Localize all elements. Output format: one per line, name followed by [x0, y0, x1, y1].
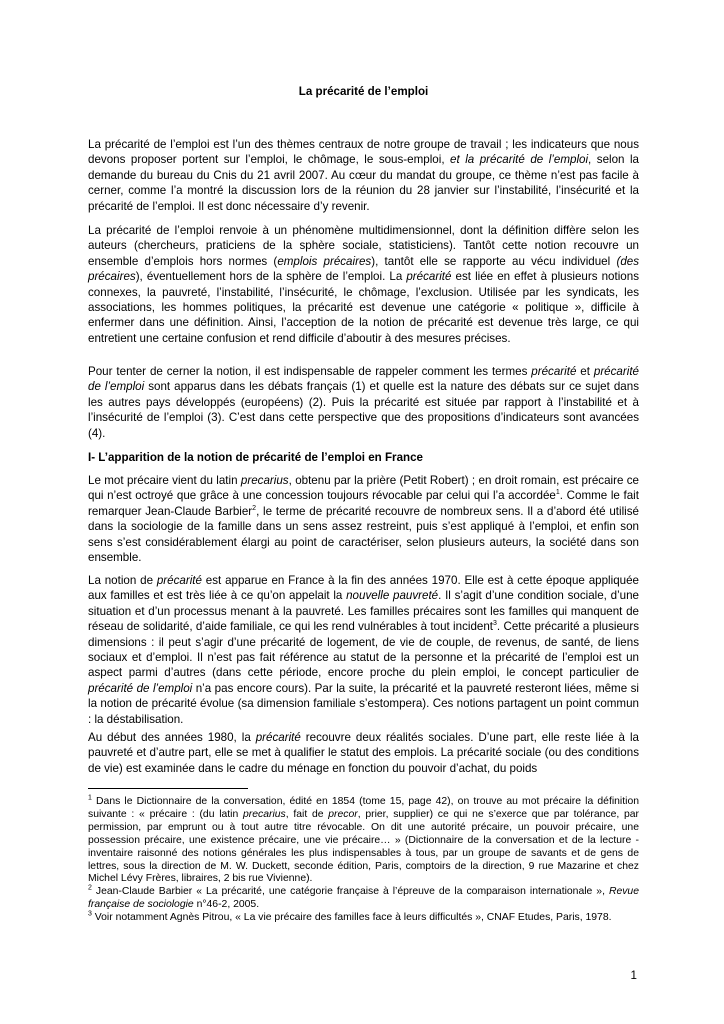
text-run: Voir notamment Agnès Pitrou, « La vie précaire des familles face à leurs difficultés », CNAF Etudes, Paris, 1978.: [91, 912, 612, 924]
footnote-ref: 3: [88, 910, 92, 918]
italic-run: precor: [328, 808, 358, 820]
text-run: Jean-Claude Barbier « La précarité, une catégorie française à l’épreuve de la comparaison internationale »,: [91, 886, 609, 898]
footnote-ref: 1: [555, 489, 560, 497]
text-run: La notion de: [88, 574, 157, 587]
text-run: La précarité de l’emploi renvoie à un phénomène multidimensionnel, dont la définition diffère selon les auteurs (chercheurs, praticiens de la sphère sociale, statisticiens). Tantôt cette notion recouvre un ensemble d’emplois hors normes (: [88, 224, 639, 268]
text-run: , fait de: [285, 808, 329, 820]
italic-run: précarité: [531, 365, 577, 378]
text-run: n°46-2, 2005.: [193, 899, 260, 911]
text-run: . Il s’agit d’une condition sociale, d’une situation et d’un processus menant à la pauvreté. Les familles précaires sont les familles qui manquent de réseau de solidarité, d’aide familiale, ce qui les rend vulnérables à tout incident: [88, 589, 639, 634]
text-run: , selon la demande du bureau du Cnis du 21 avril 2007. Au cœur du mandat du groupe, ce thème n’est pas facile à cerner, comme l’a montré la discussion lors de la réunion du 28 janvier sur l’instabilité, l’insécurité et la précarité de l’emploi. Il est donc nécessaire d’y revenir.: [88, 153, 640, 213]
text-run: , obtenu par la prière (Petit Robert) ; en droit romain, est précaire ce qui n’est octroyé que grâce à une concession toujours révocable par celui qui l’a accordée: [88, 474, 640, 503]
section-heading: I- L’apparition de la notion de précarité de l’emploi en France: [88, 451, 423, 464]
text-run: ), tantôt elle se rapporte au vécu individuel: [371, 254, 617, 268]
text-run: est apparue en France à la fin des années 1970. Elle est à cette époque appliquée aux familles et est très liée à ce qu’on appelait la: [88, 574, 639, 603]
italic-run: précarité de l’emploi: [88, 365, 639, 394]
footnote-ref: 2: [252, 504, 257, 512]
text-run: , prier, supplier) ce qui ne s’exerce que par tolérance, par permission, par emprunt ou à tout autre titre révocable. On dit une autorité précaire, un pouvoir précaire, une possession précaire, une existence précaire, une vie précaire… » (Dictionnaire de la conversation et de la lecture - inventaire raisonné des notions générales les plus indispensables à tous, par un groupe de savants et de gens de lettres, sous la direction de M. W. Duckett, seconde édition, Paris, comptoirs de la direction, 9 rue Mazarine et chez Michel Lévy Frères, libraires, 2 bis rue Vivienne).: [88, 808, 639, 885]
italic-run: (des précaires: [88, 254, 640, 284]
text-run: , le terme de précarité recouvre de nombreux sens. Il a d’abord été utilisé dans la sociologie de la famille dans un sens assez restreint, puis s’est appliqué à l’emploi, et enfin son sens s’est considérablement élargi au point de caractériser, selon plusieurs auteurs, la société dans son ensemble.: [88, 504, 639, 565]
italic-run: Revue française de sociologie: [88, 886, 639, 911]
text-run: Au début des années 1980, la: [88, 731, 256, 744]
text-run: et: [576, 365, 594, 378]
paragraph-1: [88, 137, 639, 214]
text-run: Le mot précaire vient du latin: [88, 474, 241, 487]
italic-run: nouvelle pauvreté: [346, 589, 439, 603]
text-run: sont apparus dans les débats français (1) et quelle est la nature des débats sur ce sujet dans les autres pays développés (européens) (2). Puis la précarité est située par rapport à l’instabilité et à l’insécurité de l’emploi (3). C’est dans cette perspective que des propositions d’indicateurs sont avancées (4).: [88, 380, 639, 440]
footnote-ref: 3: [493, 620, 497, 628]
paragraph-4: [88, 473, 639, 565]
text-run: La précarité de l’emploi est l’un des thèmes centraux de notre groupe de travail ; les indicateurs que nous devons proposer portent sur l’emploi, le chômage, le sous-emploi,: [88, 138, 639, 167]
italic-run: précarité: [156, 574, 202, 587]
text-run: recouvre deux réalités sociales. D’une part, elle reste liée à la pauvreté et d’autre part, elle se met à qualifier le statut des emplois. La précarité sociale (ou des conditions de vie) est examinée dans le cadre du ménage en fonction du pouvoir d’achat, du poids: [88, 731, 639, 775]
footnote-2: [88, 886, 639, 912]
page-number: 1: [630, 969, 637, 982]
paragraph-2: [88, 223, 639, 346]
italic-run: précarité: [255, 731, 301, 744]
footnote-ref: 1: [88, 794, 92, 802]
text-run: . Cette précarité a plusieurs dimensions : il peut s’agir d’une précarité de logement, de vie de couple, de revenus, de santé, de liens sociaux et d’emploi. Il n’est pas fait référence au statut de la personne et la précarité de l’emploi est un aspect parmi d’autres (dans cette période, encore proche du plein emploi, le concept particulier de: [88, 620, 639, 680]
footnote-separator: [88, 788, 248, 789]
footnotes: [88, 796, 639, 925]
text-run: ), éventuellement hors de la sphère de l’emploi. La: [135, 270, 407, 284]
text-run: n’a pas encore cours). Par la suite, la précarité et la pauvreté resteront liées, même si la notion de précarité évolue (sa dimension familiale s’estompera). Ces notions partagent un point commun : la déstabilisation.: [88, 681, 640, 726]
paragraph-3: [88, 364, 639, 441]
text-run: est liée en effet à plusieurs notions connexes, la pauvreté, l’instabilité, l’insécurité, le chômage, l’exclusion. Utilisée par les syndicats, les associations, les hommes politiques, la précarité est devenue une catégorie « politique », difficile à enfermer dans une définition. Ainsi, l’acception de la notion de précarité est devenue très large, ce qui entretient une certaine confusion et rend difficile d’aboutir à des mesures précises.: [88, 270, 639, 345]
footnote-1: [88, 796, 639, 886]
italic-run: emplois précaires: [277, 254, 372, 268]
paragraph-5: [88, 573, 639, 727]
text-run: Dans le Dictionnaire de la conversation, édité en 1854 (tome 15, page 42), on trouve au mot précaire la définition suivante : « précaire : (du latin: [88, 796, 639, 820]
italic-run: precarius: [243, 808, 286, 820]
italic-run: précarité de l’emploi: [88, 681, 193, 695]
text-run: . Comme le fait remarquer Jean-Claude Barbier: [88, 489, 639, 518]
footnote-3: [88, 912, 639, 925]
document-page: [88, 0, 639, 1024]
italic-run: et la précarité de l’emploi: [450, 153, 589, 167]
text-run: Pour tenter de cerner la notion, il est indispensable de rappeler comment les termes: [88, 365, 532, 378]
footnote-ref: 2: [88, 884, 92, 892]
italic-run: précarité: [406, 270, 452, 284]
paragraph-6: [88, 730, 639, 776]
italic-run: precarius: [240, 474, 289, 487]
document-title: La précarité de l’emploi: [298, 85, 429, 98]
